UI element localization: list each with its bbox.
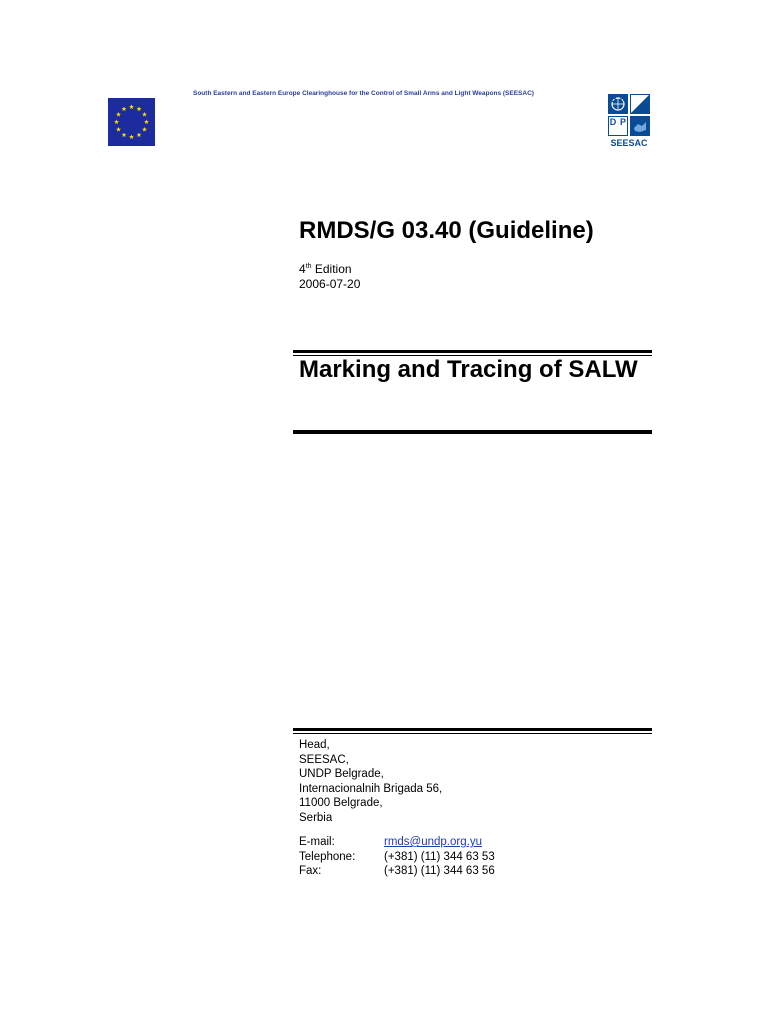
eu-star-icon <box>116 112 121 117</box>
eu-star-icon <box>122 106 127 111</box>
fax-value: (+381) (11) 344 63 56 <box>384 865 495 877</box>
main-title: Marking and Tracing of SALW <box>299 356 638 383</box>
organization-header: South Eastern and Eastern Europe Clearinghouse for the Control of Small Arms and Light Weapons (SEESAC) <box>193 90 534 97</box>
address-line: 11000 Belgrade, <box>299 797 383 809</box>
eu-star-icon <box>137 106 142 111</box>
telephone-row <box>299 850 495 865</box>
undp-letter-n: N <box>619 94 627 104</box>
edition-word: Edition <box>311 262 352 276</box>
undp-seesac-logo <box>608 94 650 152</box>
eu-star-icon <box>114 119 119 124</box>
contact-block <box>299 835 495 879</box>
map-icon <box>630 116 650 136</box>
email-link[interactable]: rmds@undp.org.yu <box>384 836 482 848</box>
address-line: Serbia <box>299 811 333 824</box>
diagonal-stripe-icon <box>631 95 649 113</box>
address-top-rule <box>293 728 652 734</box>
edition-date: 2006-07-20 <box>299 277 361 291</box>
eu-star-icon <box>129 134 134 139</box>
undp-letter-d: D <box>609 117 617 127</box>
telephone-value: (+381) (11) 344 63 53 <box>384 850 495 863</box>
eu-star-icon <box>116 127 121 132</box>
document-code: RMDS/G 03.40 (Guideline) <box>299 217 594 244</box>
eu-star-icon <box>129 104 134 109</box>
eu-star-icon <box>144 119 149 124</box>
seesac-label: SEESAC <box>610 138 648 148</box>
eu-star-icon <box>142 112 147 117</box>
undp-square-top-right <box>630 94 650 114</box>
edition-line <box>299 259 360 277</box>
eu-star-icon <box>137 132 142 137</box>
address-line: SEESAC, <box>299 753 349 766</box>
address-block <box>299 738 442 825</box>
telephone-label: Telephone: <box>299 850 356 863</box>
eu-star-icon <box>142 127 147 132</box>
email-label: E-mail: <box>299 836 335 848</box>
email-row <box>299 835 495 850</box>
undp-grid <box>608 94 650 136</box>
eu-flag-logo <box>108 98 155 146</box>
undp-letter-p: P <box>619 117 626 127</box>
eu-stars-icon <box>108 98 155 146</box>
edition-block <box>299 259 360 292</box>
address-line: Internacionalnih Brigada 56, <box>299 782 443 795</box>
fax-row <box>299 864 495 879</box>
title-bottom-rule <box>293 430 652 434</box>
address-line: Head, <box>299 739 330 751</box>
fax-label: Fax: <box>299 865 322 877</box>
address-line: UNDP Belgrade, <box>299 768 384 780</box>
undp-square-bottom-right <box>630 116 650 136</box>
edition-suffix: th <box>305 263 312 270</box>
undp-letter-u: U <box>609 94 617 104</box>
edition-number: 4 <box>299 262 306 276</box>
eu-star-icon <box>122 132 127 137</box>
